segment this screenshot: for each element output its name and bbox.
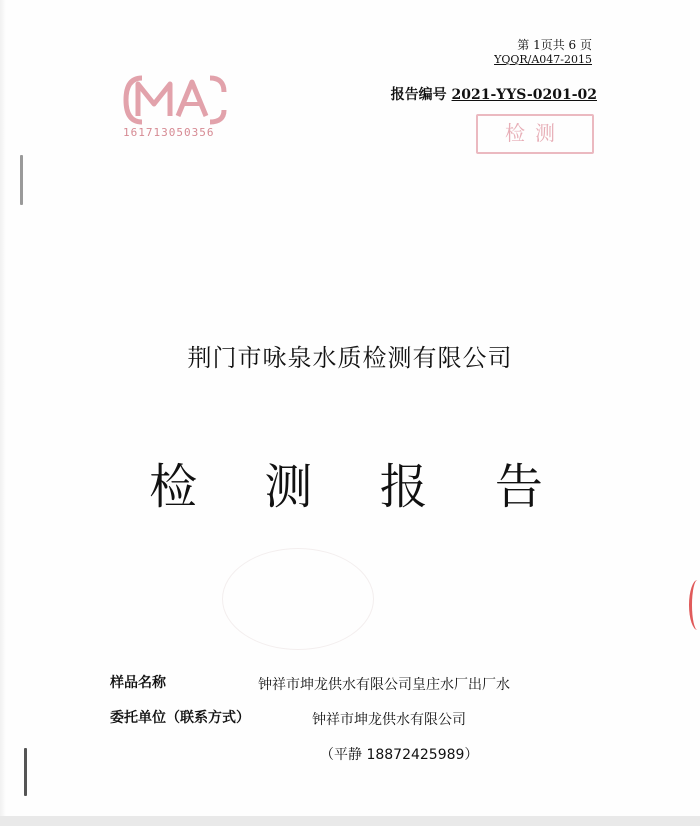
client-label: 委托单位（联系方式）: [110, 710, 250, 726]
client-value: 钟祥市坤龙供水有限公司: [312, 712, 466, 728]
scan-bottom-band: [0, 816, 700, 826]
cma-number: 161713050356: [123, 126, 215, 139]
report-number: [391, 84, 597, 104]
company-name: 荆门市咏泉水质检测有限公司: [187, 344, 513, 372]
binder-mark: [24, 748, 27, 796]
sample-name-value: 钟祥市坤龙供水有限公司皇庄水厂出厂水: [258, 677, 510, 693]
page-left-edge: [0, 0, 6, 826]
seal-stamp: 检测: [476, 114, 594, 154]
report-number-label: 报告编号: [390, 87, 447, 103]
edge-stamp-mark: [689, 580, 700, 630]
sample-name-label: 样品名称: [110, 675, 166, 691]
page-count: 第 1页共 6 页: [517, 38, 592, 52]
standard-code: YQQR/A047-2015: [494, 53, 592, 66]
faint-stamp-trace: [222, 548, 374, 650]
report-title: 检 测 报 告: [149, 459, 569, 515]
client-contact: （平静 18872425989）: [320, 747, 479, 763]
binder-mark: [20, 155, 23, 205]
report-number-value: 2021-YYS-0201-02: [451, 87, 597, 103]
